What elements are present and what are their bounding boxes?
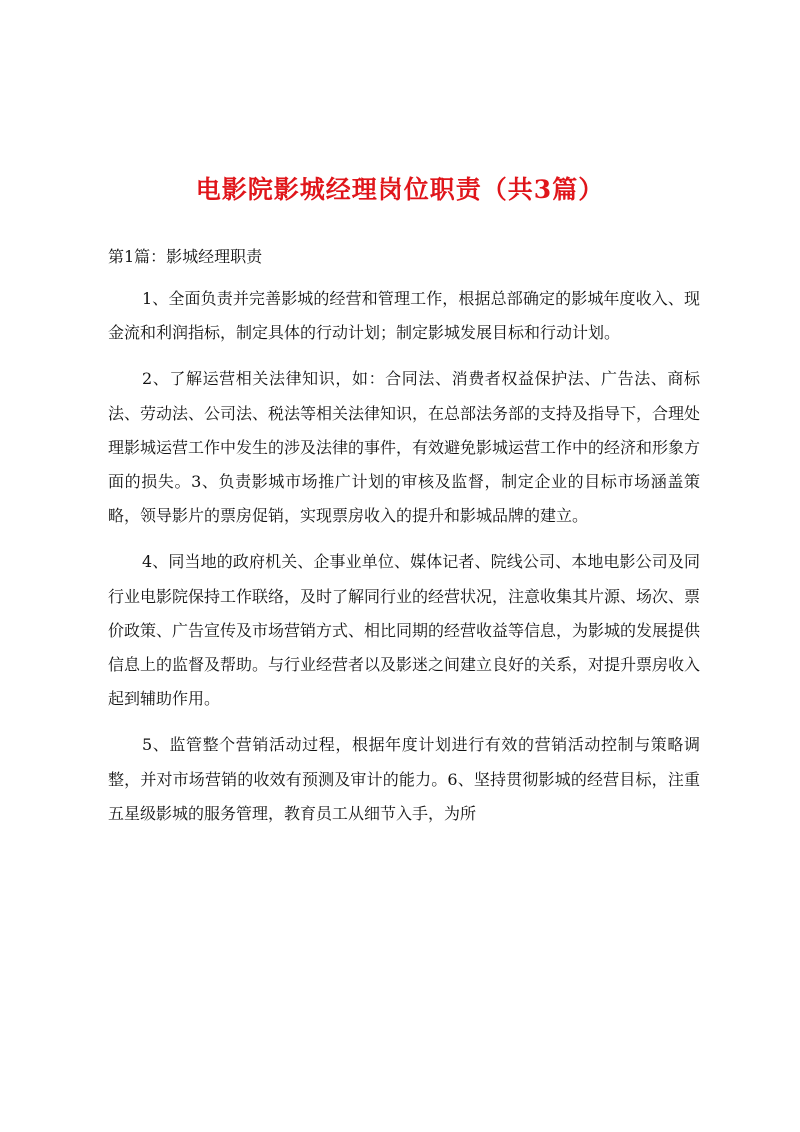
paragraph-1: 1、全面负责并完善影城的经营和管理工作，根据总部确定的影城年度收入、现金流和利润指标，制定具体的行动计划；制定影城发展目标和行动计划。 [108,289,700,343]
paragraph-2: 2、了解运营相关法律知识，如：合同法、消费者权益保护法、广告法、商标法、劳动法、公司法、税法等相关法律知识，在总部法务部的支持及指导下，合理处理影城运营工作中发生的涉及法律的事件，有效避免影城运营工作中的经济和形象方面的损失。3、负责影城市场推广计划的审核及监督，制定企业的目标市场涵盖策略，领导影片的票房促销，实现票房收入的提升和影城品牌的建立。 [108,369,701,526]
paragraph-3: 4、同当地的政府机关、企事业单位、媒体记者、院线公司、本地电影公司及同行业电影院保持工作联络，及时了解同行业的经营状况，注意收集其片源、场次、票价政策、广告宣传及市场营销方式、相比同期的经营收益等信息，为影城的发展提供信息上的监督及帮助。与行业经营者以及影迷之间建立良好的关系，对提升票房收入起到辅助作用。 [108,552,701,709]
paragraph-4: 5、监管整个营销活动过程，根据年度计划进行有效的营销活动控制与策略调整，并对市场营销的收效有预测及审计的能力。6、坚持贯彻影城的经营目标，注重五星级影城的服务管理，教育员工从细节入手，为所 [108,735,700,823]
document-title: 电影院影城经理岗位职责（共3篇） [195,175,605,204]
document-body [108,241,700,831]
section-heading: 第1篇：影城经理职责 [108,247,263,266]
